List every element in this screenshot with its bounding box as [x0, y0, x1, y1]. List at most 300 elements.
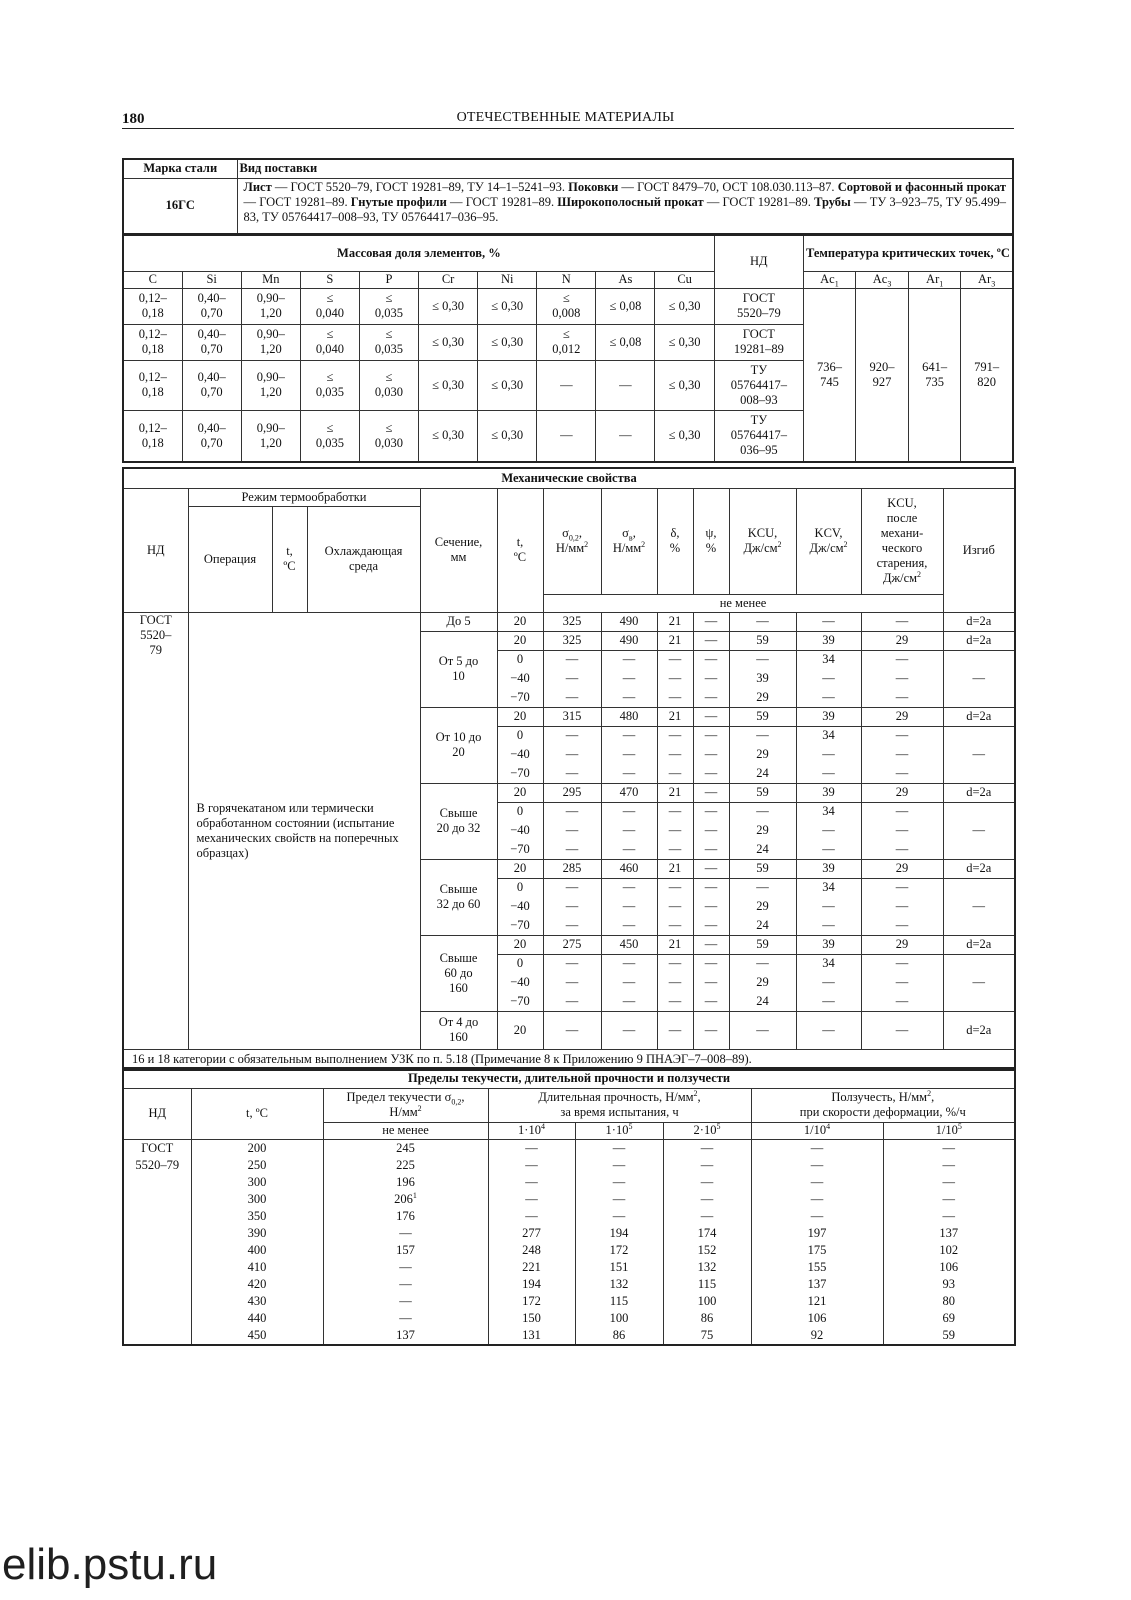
mech-value: 480	[601, 707, 657, 726]
mech-value: 21	[657, 859, 693, 878]
mech-value: —	[693, 821, 729, 840]
mech-value: —	[657, 1011, 693, 1049]
section-cell: От 10 до 20	[420, 707, 497, 783]
mech-value: —	[861, 802, 943, 821]
mech-value: 59	[729, 783, 796, 802]
chem-cell-cr: ≤ 0,30	[419, 288, 478, 324]
mech-value: 21	[657, 612, 693, 631]
operation-text: В горячекатаном или термически обработанном состоянии (испытание механических свойств на поперечных образцах)	[188, 612, 420, 1049]
chem-cell-si: 0,40– 0,70	[182, 324, 241, 360]
long-1e5-value: 86	[612, 1327, 626, 1342]
mech-value: —	[693, 954, 729, 973]
creep-yield-value: —	[399, 1259, 412, 1274]
chem-cell-mn: 0,90– 1,20	[241, 288, 300, 324]
temp-col-3: $Ar_3$	[961, 271, 1013, 288]
temp-value-0: 736– 745	[803, 288, 855, 462]
chem-col-si: Si	[182, 271, 241, 288]
mech-value: 24	[729, 992, 796, 1011]
creep-1e5	[883, 1139, 1015, 1345]
mech-value: 39	[796, 783, 861, 802]
long-1e4-value: —	[525, 1208, 538, 1223]
bend-cell: —	[943, 726, 1015, 783]
mech-value: −40	[497, 669, 543, 688]
mech-value: 21	[657, 631, 693, 650]
creep-1e4-value: 121	[807, 1293, 827, 1308]
creep-temp-value: 420	[247, 1276, 267, 1291]
mech-value: —	[543, 878, 601, 897]
mech-value: —	[693, 669, 729, 688]
mech-value: —	[657, 745, 693, 764]
chem-cell-n: ≤ 0,012	[537, 324, 596, 360]
mech-value: —	[861, 916, 943, 935]
long-1e4-value: 221	[522, 1259, 541, 1274]
chem-cell-ni: ≤ 0,30	[478, 360, 537, 410]
mech-value: —	[657, 764, 693, 783]
mech-value: —	[601, 954, 657, 973]
mech-value: —	[657, 878, 693, 897]
creep-subcol-4: $1/10^5$	[883, 1122, 1015, 1139]
mech-value: —	[601, 897, 657, 916]
chem-cell-mn: 0,90– 1,20	[241, 324, 300, 360]
mech-value: —	[693, 859, 729, 878]
mech-value: —	[693, 935, 729, 954]
long-2e5-value: 75	[700, 1327, 714, 1342]
mech-value: —	[861, 1011, 943, 1049]
creep-temp-value: 450	[247, 1327, 267, 1342]
mech-value: 29	[729, 688, 796, 707]
bend-cell: —	[943, 802, 1015, 859]
long-1e5-value: —	[612, 1140, 626, 1155]
creep-temp	[191, 1139, 323, 1345]
mech-value: —	[601, 745, 657, 764]
mech-value: 20	[497, 859, 543, 878]
creep-rate-header: Ползучесть, $Н/мм^2$, при скорости деформации, %/ч	[751, 1088, 1015, 1122]
creep-1e5-value: —	[942, 1140, 956, 1155]
mech-value: —	[796, 688, 861, 707]
mech-value: —	[601, 764, 657, 783]
mech-value: 450	[601, 935, 657, 954]
mech-value: —	[861, 764, 943, 783]
mech-value: —	[693, 745, 729, 764]
mech-value: —	[729, 726, 796, 745]
cooling-header: Охлаждающая среда	[307, 506, 420, 612]
long-2e5-value: 132	[697, 1259, 717, 1274]
mech-value: —	[693, 783, 729, 802]
mech-value: —	[657, 802, 693, 821]
mech-note: 16 и 18 категории с обязательным выполнением УЗК по п. 5.18 (Примечание 8 к Приложению 9 ПНАЭГ–7–008–89).	[123, 1049, 1015, 1070]
creep-1e5-value: 69	[942, 1310, 956, 1325]
creep-temp-value: 390	[247, 1225, 267, 1240]
mech-value: —	[861, 878, 943, 897]
chem-col-mn: Mn	[241, 271, 300, 288]
mech-value: 34	[796, 954, 861, 973]
mech-value: —	[657, 821, 693, 840]
mech-value: —	[693, 631, 729, 650]
mech-value: —	[796, 916, 861, 935]
mech-value: —	[729, 878, 796, 897]
mech-value: —	[657, 669, 693, 688]
mech-value: —	[601, 650, 657, 669]
mech-value: —	[796, 745, 861, 764]
elongation-header: δ, %	[657, 488, 693, 594]
mech-value: —	[693, 992, 729, 1011]
mech-value: —	[861, 650, 943, 669]
long-2e5-value: 174	[697, 1225, 717, 1240]
mech-value: 21	[657, 935, 693, 954]
mech-value: —	[543, 669, 601, 688]
creep-temp-header: t, ºС	[191, 1088, 323, 1139]
long-1e5-value: 194	[609, 1225, 629, 1240]
mech-value: −40	[497, 973, 543, 992]
long-1e4-value: 248	[522, 1242, 541, 1257]
long-2e5-value: —	[700, 1140, 714, 1155]
bend-cell: d=2a	[943, 631, 1015, 650]
chem-cell-cu: ≤ 0,30	[655, 410, 714, 462]
creep-temp-value: 410	[247, 1259, 267, 1274]
chem-cell-as: —	[596, 410, 655, 462]
operation-header: Операция	[188, 506, 272, 612]
creep-1e5-value: 80	[942, 1293, 956, 1308]
mech-value: 34	[796, 802, 861, 821]
mech-value: —	[543, 802, 601, 821]
creep-yield-value: —	[399, 1293, 412, 1308]
bend-cell: —	[943, 650, 1015, 707]
mech-row	[123, 612, 1015, 631]
creep-yield-value: 137	[396, 1327, 415, 1342]
mech-value: —	[861, 821, 943, 840]
mech-value: —	[861, 954, 943, 973]
chem-col-as: As	[596, 271, 655, 288]
creep-yield-value: —	[399, 1276, 412, 1291]
mech-value: —	[861, 726, 943, 745]
creep-1e4-value: 197	[807, 1225, 827, 1240]
mech-value: 29	[861, 631, 943, 650]
temp-col-2: $Ar_1$	[909, 271, 961, 288]
creep-1e5-value: —	[942, 1157, 956, 1172]
mech-value: 20	[497, 935, 543, 954]
temp-value-3: 791– 820	[961, 288, 1013, 462]
chem-cell-ni: ≤ 0,30	[478, 288, 537, 324]
section-header: Сечение, мм	[420, 488, 497, 612]
creep-temp-value: 300	[247, 1191, 267, 1206]
chem-cell-ni: ≤ 0,30	[478, 324, 537, 360]
mech-value: —	[601, 878, 657, 897]
mech-value: —	[657, 726, 693, 745]
mech-value: —	[543, 650, 601, 669]
creep-1e4-value: —	[810, 1191, 824, 1206]
chem-cell-cu: ≤ 0,30	[655, 324, 714, 360]
mech-value: —	[729, 802, 796, 821]
mech-value: —	[693, 707, 729, 726]
section-cell: От 5 до 10	[420, 631, 497, 707]
creep-1e5-value: 93	[942, 1276, 956, 1291]
creep-temp-value: 430	[247, 1293, 267, 1308]
supply-label: Вид поставки	[237, 159, 1013, 178]
creep-yield-value: 225	[396, 1157, 415, 1172]
creep-temp-value: 350	[247, 1208, 267, 1223]
mech-value: 0	[497, 726, 543, 745]
creep-temp-value: 250	[247, 1157, 267, 1172]
long-1e4-value: 194	[522, 1276, 541, 1291]
mech-value: —	[543, 840, 601, 859]
mech-value: —	[543, 954, 601, 973]
mech-value: 490	[601, 612, 657, 631]
mech-value: —	[693, 688, 729, 707]
creep-temp-value: 400	[247, 1242, 267, 1257]
chem-cell-cu: ≤ 0,30	[655, 288, 714, 324]
mech-value: —	[861, 612, 943, 631]
mech-value: —	[796, 669, 861, 688]
mech-value: 59	[729, 935, 796, 954]
chem-col-c: C	[123, 271, 182, 288]
creep-subcol-0: $1\cdot 10^4$	[488, 1122, 575, 1139]
creep-1e5-value: 59	[942, 1327, 956, 1342]
chem-cell-ni: ≤ 0,30	[478, 410, 537, 462]
mech-value: 39	[796, 935, 861, 954]
mech-value: 24	[729, 916, 796, 935]
mech-value: 21	[657, 783, 693, 802]
chem-title: Массовая доля элементов, %	[123, 235, 714, 271]
chem-cell-cr: ≤ 0,30	[419, 410, 478, 462]
creep-1e5-value: —	[942, 1208, 956, 1223]
long-1e4-value: —	[525, 1174, 538, 1189]
long-1e4-value: 131	[522, 1327, 541, 1342]
long-2e5-value: 115	[697, 1276, 717, 1291]
mech-value: 39	[729, 669, 796, 688]
mech-value: 0	[497, 954, 543, 973]
mech-value: —	[601, 802, 657, 821]
mech-value: —	[543, 745, 601, 764]
creep-1e4-value: 92	[810, 1327, 824, 1342]
mech-value: —	[861, 992, 943, 1011]
chem-cell-p: ≤ 0,030	[359, 360, 418, 410]
mech-value: 325	[543, 631, 601, 650]
chemistry-table	[122, 234, 1014, 463]
mech-value: 0	[497, 650, 543, 669]
mech-value: —	[861, 973, 943, 992]
long-1e5-value: 172	[609, 1242, 629, 1257]
mech-value: —	[693, 650, 729, 669]
long-1e5-value: 115	[609, 1293, 629, 1308]
creep-nd-cell: ГОСТ 5520–79	[123, 1139, 191, 1345]
creep-1e4	[751, 1139, 883, 1345]
creep-yield-header: Предел текучести $\sigma_{0,2}$, $Н/мм^2$	[323, 1088, 488, 1122]
mech-value: —	[693, 802, 729, 821]
chem-cell-cu: ≤ 0,30	[655, 360, 714, 410]
kcv-header: KCV, $Дж/см^2$	[796, 488, 861, 594]
long-1e5-value: —	[612, 1174, 626, 1189]
chem-nd-header: НД	[714, 235, 803, 288]
mech-value: —	[543, 973, 601, 992]
mech-value: —	[601, 840, 657, 859]
long-1e4-value: 277	[522, 1225, 541, 1240]
temp-title: Температура критических точек, ºС	[803, 235, 1013, 271]
section-cell: Свыше 20 до 32	[420, 783, 497, 859]
mech-value: —	[796, 992, 861, 1011]
mech-value: —	[729, 1011, 796, 1049]
creep-1e4-value: 175	[807, 1242, 827, 1257]
creep-yield-value: 176	[396, 1208, 415, 1223]
test-temp-header: t, ºС	[497, 488, 543, 612]
mech-value: 0	[497, 878, 543, 897]
mech-value: 59	[729, 631, 796, 650]
creep-1e4-value: 106	[807, 1310, 827, 1325]
chem-cell-mn: 0,90– 1,20	[241, 360, 300, 410]
mech-value: 29	[861, 935, 943, 954]
mech-nd-cell: ГОСТ 5520– 79	[123, 612, 188, 1049]
grade-table	[122, 158, 1014, 235]
mech-value: —	[543, 1011, 601, 1049]
mech-value: —	[861, 840, 943, 859]
creep-temp-value: 440	[247, 1310, 267, 1325]
mech-value: 29	[729, 745, 796, 764]
chem-cell-s: ≤ 0,035	[300, 410, 359, 462]
header-rule	[122, 128, 1014, 129]
chem-cell-c: 0,12– 0,18	[123, 410, 182, 462]
creep-yield-value: 157	[396, 1242, 415, 1257]
mech-value: —	[861, 669, 943, 688]
long-1e4-value: —	[525, 1191, 538, 1206]
creep-1e4-value: —	[810, 1157, 824, 1172]
bend-cell: d=2a	[943, 783, 1015, 802]
long-1e4-value: —	[525, 1140, 538, 1155]
creep-subcol-2: $2\cdot 10^5$	[663, 1122, 751, 1139]
tensile-header: $\sigma_в$, $Н/мм^2$	[601, 488, 657, 594]
mech-value: —	[543, 916, 601, 935]
mech-value: —	[729, 954, 796, 973]
mech-value: —	[601, 992, 657, 1011]
mech-value: 20	[497, 631, 543, 650]
mech-value: 20	[497, 1011, 543, 1049]
long-1e4	[488, 1139, 575, 1345]
mech-value: 20	[497, 707, 543, 726]
chem-cell-si: 0,40– 0,70	[182, 360, 241, 410]
creep-temp-value: 200	[247, 1140, 267, 1155]
mech-nd-header: НД	[123, 488, 188, 612]
chem-col-cr: Cr	[419, 271, 478, 288]
chem-col-n: N	[537, 271, 596, 288]
mech-value: —	[693, 764, 729, 783]
watermark: elib.pstu.ru	[2, 1540, 218, 1589]
mech-value: —	[796, 1011, 861, 1049]
mech-value: 29	[861, 783, 943, 802]
mech-value: −70	[497, 764, 543, 783]
mech-value: —	[861, 745, 943, 764]
mech-value: —	[796, 764, 861, 783]
long-1e5-value: 132	[609, 1276, 629, 1291]
mech-value: —	[693, 973, 729, 992]
long-2e5-value: 100	[697, 1293, 717, 1308]
creep-table	[122, 1067, 1016, 1346]
chem-cell-s: ≤ 0,040	[300, 324, 359, 360]
mech-value: —	[657, 992, 693, 1011]
bend-header: Изгиб	[943, 488, 1015, 612]
creep-1e4-value: —	[810, 1140, 824, 1155]
mech-value: 20	[497, 783, 543, 802]
creep-yield-value: 245	[396, 1140, 415, 1155]
long-1e5-value: —	[612, 1191, 626, 1206]
long-1e4-value: 172	[522, 1293, 541, 1308]
mech-value: 325	[543, 612, 601, 631]
mech-value: 39	[796, 631, 861, 650]
chem-cell-mn: 0,90– 1,20	[241, 410, 300, 462]
mech-value: 295	[543, 783, 601, 802]
creep-subcol-3: $1/10^4$	[751, 1122, 883, 1139]
bend-cell: d=2a	[943, 1011, 1015, 1049]
section-cell: Свыше 32 до 60	[420, 859, 497, 935]
long-1e5-value: 100	[609, 1310, 629, 1325]
temp-value-1: 920– 927	[856, 288, 909, 462]
section-cell: До 5	[420, 612, 497, 631]
bend-cell: d=2a	[943, 935, 1015, 954]
mech-value: —	[657, 973, 693, 992]
chem-cell-si: 0,40– 0,70	[182, 288, 241, 324]
bend-cell: d=2a	[943, 612, 1015, 631]
not-less-label: не менее	[543, 594, 943, 612]
chem-cell-s: ≤ 0,040	[300, 288, 359, 324]
mech-value: −40	[497, 821, 543, 840]
chem-cell-s: ≤ 0,035	[300, 360, 359, 410]
heat-temp-header: t, ºС	[272, 506, 307, 612]
bend-cell: —	[943, 954, 1015, 1011]
mech-value: 460	[601, 859, 657, 878]
creep-1e4-value: 137	[807, 1276, 827, 1291]
mech-value: —	[543, 688, 601, 707]
long-1e4-value: —	[525, 1157, 538, 1172]
mech-value: 34	[796, 650, 861, 669]
mech-value: —	[693, 612, 729, 631]
creep-1e5-value: —	[942, 1191, 956, 1206]
mech-value: —	[693, 840, 729, 859]
mech-value: 24	[729, 840, 796, 859]
temp-value-2: 641– 735	[909, 288, 961, 462]
chem-nd-cell: ГОСТ 19281–89	[714, 324, 803, 360]
mech-value: —	[657, 840, 693, 859]
long-1e5-value: 151	[609, 1259, 629, 1274]
mech-value: 490	[601, 631, 657, 650]
mech-value: −70	[497, 992, 543, 1011]
long-1e5-value: —	[612, 1157, 626, 1172]
reduction-header: ψ, %	[693, 488, 729, 594]
mech-value: —	[657, 954, 693, 973]
mech-value: —	[861, 688, 943, 707]
mech-value: 59	[729, 859, 796, 878]
chem-cell-c: 0,12– 0,18	[123, 360, 182, 410]
mech-value: —	[796, 897, 861, 916]
mech-value: 29	[729, 897, 796, 916]
chem-cell-as: —	[596, 360, 655, 410]
mech-value: 29	[729, 973, 796, 992]
mech-value: —	[543, 726, 601, 745]
mech-value: —	[796, 973, 861, 992]
mech-value: −70	[497, 840, 543, 859]
chem-cell-si: 0,40– 0,70	[182, 410, 241, 462]
mech-value: —	[601, 973, 657, 992]
heat-treatment-header: Режим термообработки	[188, 488, 420, 506]
grade-value: 16ГС	[123, 178, 237, 234]
long-2e5-value: 152	[697, 1242, 717, 1257]
mech-title: Механические свойства	[123, 468, 1015, 488]
mech-value: 315	[543, 707, 601, 726]
mech-value: —	[601, 688, 657, 707]
mech-value: —	[657, 916, 693, 935]
chem-cell-cr: ≤ 0,30	[419, 324, 478, 360]
mech-value: 34	[796, 726, 861, 745]
mech-value: 34	[796, 878, 861, 897]
creep-yield-value: —	[399, 1225, 412, 1240]
kcu-aged-header: KCU, после механи- ческого старения, $Дж/см^2$	[861, 488, 943, 594]
mech-value: —	[657, 897, 693, 916]
